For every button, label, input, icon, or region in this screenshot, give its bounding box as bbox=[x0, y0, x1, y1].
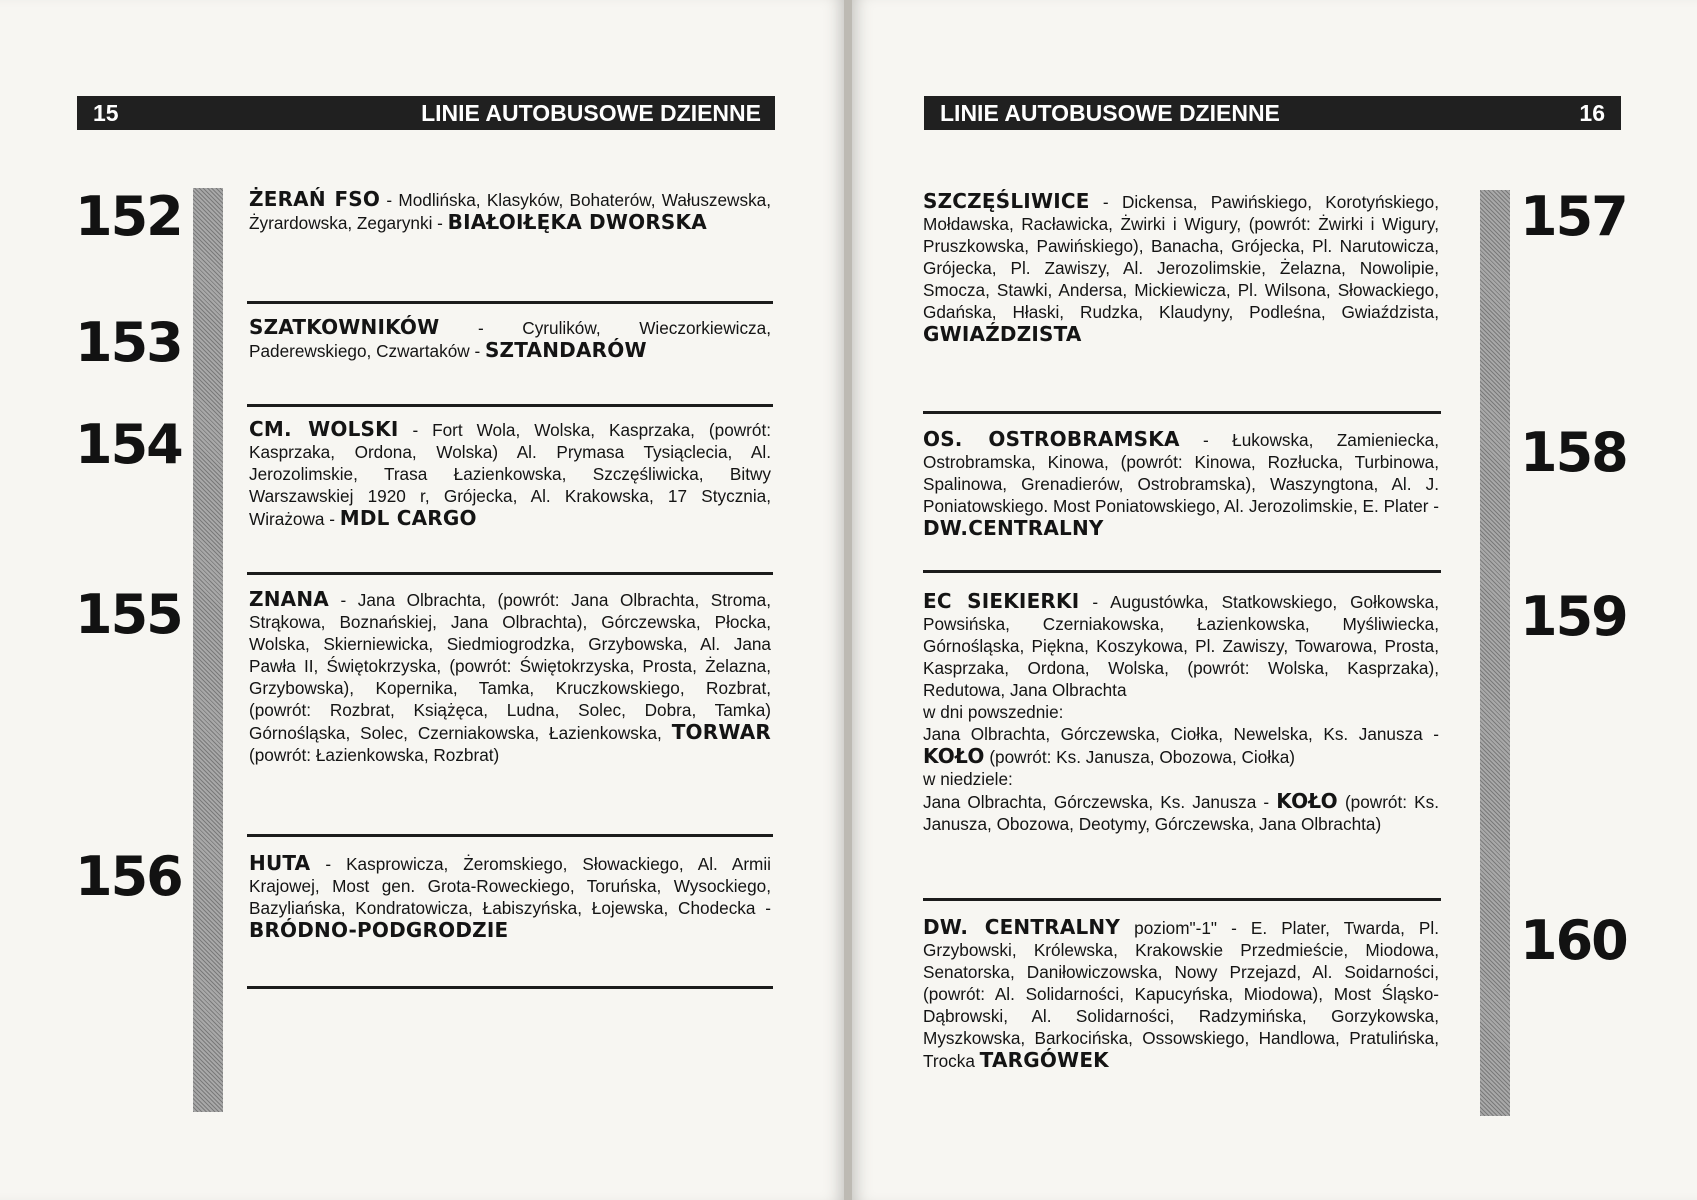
divider bbox=[923, 570, 1441, 573]
route-return: (powrót: Ks. Janusza, Obozowa, Deotymy, Górczewska, Jana Olbrachta) bbox=[923, 792, 1439, 834]
page-title: LINIE AUTOBUSOWE DZIENNE bbox=[940, 100, 1280, 126]
page-title: LINIE AUTOBUSOWE DZIENNE bbox=[421, 100, 761, 126]
route-return: (powrót: Łazienkowska, Rozbrat) bbox=[249, 745, 500, 765]
route-stops: - Modlińska, Klasyków, Bohaterów, Wałuszewska, Żyrardowska, Zegarynki - bbox=[249, 190, 771, 233]
route-stops: Jana Olbrachta, Górczewska, Ciołka, Newelska, Ks. Janusza - bbox=[923, 724, 1439, 744]
route-start: OS. OSTROBRAMSKA bbox=[923, 427, 1180, 451]
divider bbox=[247, 404, 773, 407]
decorative-vertical-bar bbox=[193, 188, 223, 1112]
route-description bbox=[923, 190, 1439, 346]
page-header bbox=[77, 96, 775, 130]
route-stops: - Łukowska, Zamieniecka, Ostrobramska, Kinowa, (powrót: Kinowa, Rozłucka, Turbinowa, Spalinowa, Grenadierów, Ostrobramska), Waszyngtona, Al. J. Poniatowskiego. Most Poniatowskiego, Al. Jerozolimskie, E. Plater - bbox=[923, 430, 1439, 516]
page-header bbox=[924, 96, 1621, 130]
route-start: DW. CENTRALNY bbox=[923, 915, 1121, 939]
line-number: 153 bbox=[75, 311, 182, 374]
sunday-route bbox=[923, 790, 1439, 835]
line-number: 157 bbox=[1520, 185, 1627, 248]
route-description bbox=[249, 588, 771, 766]
line-number: 159 bbox=[1520, 585, 1627, 648]
line-number: 152 bbox=[75, 185, 182, 248]
route-description bbox=[249, 316, 771, 362]
route-return: (powrót: Ks. Janusza, Obozowa, Ciołka) bbox=[984, 747, 1296, 767]
route-end: MDL CARGO bbox=[339, 506, 477, 530]
page-number: 16 bbox=[1579, 100, 1605, 126]
divider bbox=[247, 834, 773, 837]
route-end: KOŁO bbox=[1276, 789, 1338, 813]
route-end: SZTANDARÓW bbox=[484, 338, 647, 362]
route-stops: Jana Olbrachta, Górczewska, Ks. Janusza - bbox=[923, 792, 1277, 812]
line-number: 154 bbox=[75, 413, 182, 476]
weekday-label: w dni powszednie: bbox=[923, 702, 1064, 722]
route-stops: - Fort Wola, Wolska, Kasprzaka, (powrót: Kasprzaka, Ordona, Wolska) Al. Prymasa Tysiąclecia, Al. Jerozolimskie, Trasa Łazienkowska, Szczęśliwicka, Bitwy Warszawskiej 1920 r, Grójecka, Al. Krakowska, 17 Stycznia, Wirażowa - bbox=[249, 420, 772, 529]
route-start: EC SIEKIERKI bbox=[923, 589, 1080, 613]
weekday-route bbox=[923, 723, 1439, 768]
line-number: 155 bbox=[75, 583, 182, 646]
route-description bbox=[923, 916, 1439, 1072]
route-start: ŻERAŃ FSO bbox=[249, 187, 381, 211]
route-end: TORWAR bbox=[671, 720, 771, 744]
route-description bbox=[923, 590, 1439, 835]
route-description bbox=[249, 418, 771, 530]
divider bbox=[923, 411, 1441, 414]
page-left bbox=[0, 0, 844, 1200]
page-number: 15 bbox=[93, 100, 119, 126]
divider bbox=[923, 898, 1441, 901]
route-stops: - Cyrulików, Wieczorkiewicza, Paderewskiego, Czwartaków - bbox=[249, 318, 771, 361]
route-end: BRÓDNO-PODGRODZIE bbox=[249, 918, 509, 942]
route-end: BIAŁOIŁĘKA DWORSKA bbox=[447, 210, 707, 234]
divider bbox=[247, 986, 773, 989]
route-end: KOŁO bbox=[923, 744, 985, 768]
route-start: CM. WOLSKI bbox=[249, 417, 399, 441]
route-start: HUTA bbox=[249, 851, 311, 875]
route-stops: - Augustówka, Statkowskiego, Gołkowska, Powsińska, Czerniakowska, Łazienkowska, Myśliwiecka, Górnośląska, Piękna, Koszykowa, Pl. Zawiszy, Towarowa, Prosta, Kasprzaka, Ordona, Wolska, (powrót: Wolska, Kasprzaka), Redutowa, Jana Olbrachta bbox=[923, 592, 1440, 700]
divider bbox=[247, 301, 773, 304]
route-start: ZNANA bbox=[249, 587, 329, 611]
route-stops: - Dickensa, Pawińskiego, Korotyńskiego, Mołdawska, Racławicka, Żwirki i Wigury, (powrót: Żwirki i Wigury, Pruszkowska, Pawińskiego), Banacha, Grójecka, Pl. Narutowicza, Grójecka, Pl. Zawiszy, Al. Jerozolimskie, Żelazna, Nowolipie, Smocza, Stawki, Andersa, Mickiewicza, Pl. Wilsona, Słowackiego, Gdańska, Hłaski, Rudzka, Klaudyny, Podleśna, Gwiaździsta, bbox=[923, 192, 1439, 322]
route-stops: poziom"-1" - E. Plater, Twarda, Pl. Grzybowski, Królewska, Krakowskie Przedmieście, Miodowa, Senatorska, Daniłowiczowska, Nowy Przejazd, Al. Soidarności, (powrót: Al. Solidarności, Kapucyńska, Miodowa), Most Śląsko-Dąbrowski, Al. Solidarności, Radzymińska, Gorzykowska, Myszkowska, Barkocińska, Ossowskiego, Handlowa, Pratulińska, Trocka bbox=[923, 918, 1439, 1071]
route-description bbox=[249, 852, 771, 942]
sunday-label: w niedziele: bbox=[923, 769, 1013, 789]
book-spine bbox=[844, 0, 852, 1200]
route-end: TARGÓWEK bbox=[979, 1048, 1109, 1072]
route-stops: - Kasprowicza, Żeromskiego, Słowackiego, Al. Armii Krajowej, Most gen. Grota-Roweckiego, Toruńska, Wysockiego, Bazyliańska, Kondratowicza, Łabiszyńska, Łojewska, Chodecka - bbox=[249, 854, 771, 918]
route-description bbox=[249, 188, 771, 234]
divider bbox=[247, 572, 773, 575]
decorative-vertical-bar bbox=[1480, 190, 1510, 1116]
route-description bbox=[923, 428, 1439, 540]
line-number: 158 bbox=[1520, 421, 1627, 484]
route-end: GWIAŹDZISTA bbox=[923, 322, 1082, 346]
line-number: 160 bbox=[1520, 909, 1627, 972]
route-start: SZCZĘŚLIWICE bbox=[923, 189, 1090, 213]
route-stops: - Jana Olbrachta, (powrót: Jana Olbrachta, Stroma, Strąkowa, Boznańskiej, Jana Olbrachta), Górczewska, Płocka, Wolska, Skierniewicka, Siedmiogrodzka, Grzybowska, Al. Jana Pawła II, Świętokrzyska, (powrót: Świętokrzyska, Prosta, Żelazna, Grzybowska), Kopernika, Tamka, Kruczkowskiego, Rozbrat, (powrót: Rozbrat, Książęca, Ludna, Solec, Dobra, Tamka) Górnośląska, Solec, Czerniakowska, Łazienkowska, bbox=[249, 590, 771, 743]
line-number: 156 bbox=[75, 845, 182, 908]
route-end: DW.CENTRALNY bbox=[923, 516, 1104, 540]
route-start: SZATKOWNIKÓW bbox=[249, 315, 440, 339]
page-right bbox=[852, 0, 1697, 1200]
